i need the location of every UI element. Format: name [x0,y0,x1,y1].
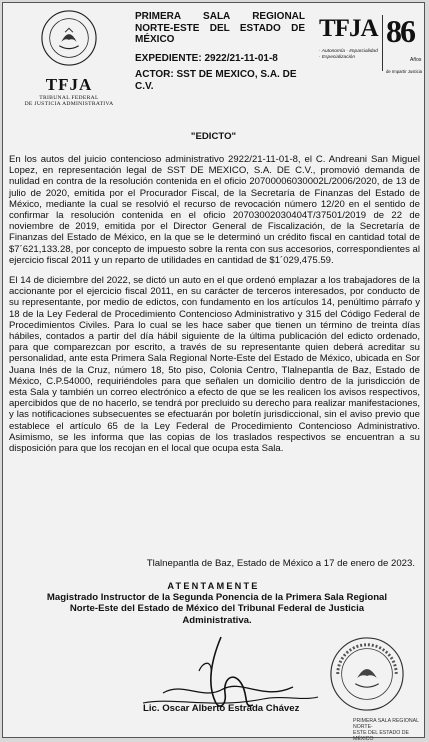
court-name-line-2: NORTE-ESTE DEL ESTADO DE [135,22,305,34]
brand-divider [382,15,383,71]
court-name-line-3: MÉXICO [135,34,175,45]
anniversary-subtitle: de Impartir Justicia [386,69,423,74]
tfja-subtitle-2: DE JUSTICIA ADMINISTRATIVA [24,101,114,108]
brand-tagline-2: · Especialización [319,54,355,60]
case-header [135,11,305,92]
brand-taglines [319,49,381,60]
paragraph-1: En los autos del juicio contencioso administrativo 2922/21-11-01-8, el C. Andreani San Miguel Lopez, en representación legal de SST DE MEXICO, S.A. DE C.V., promovió demanda de nulidad en contra de la resolución contenida en el oficio 20700006030002L/2006/2020, de 13 de julio de 2020, emitida por el Procurador Fiscal, de la Secretaría de Finanzas del Estado de México, mediante la cual se resolvió el recurso de revocación número 12/20 en el sentido de confirmar la resolución contenida en el oficio 20703002030404T/37501/2019 de 22 de noviembre de 2019, emitida por el Director General de Fiscalización, de la Secretaría de Finanzas del Estado de México, en la que se le determinó un crédito fiscal en cantidad total de $7´621,133.28, por concepto de impuesto sobre la renta con sus accesorios, correspondientes al ejercicio fiscal 2011 y un reparto de utilidades en cantidad de $1´029,475.59. [9,154,420,266]
anniversary-years-label: Años [410,57,422,63]
edict-body [9,154,420,463]
court-name-line-1: PRIMERA SALA REGIONAL [135,11,305,22]
magistrate-title: Magistrado Instructor de la Segunda Ponencia de la Primera Sala Regional Norte-Este del Estado de México del Tribunal Federal de Justicia Administrativa. [46,592,388,626]
tfja-seal-block [13,9,125,107]
tfja-86-anniversary-logo [319,13,423,83]
court-name [135,11,305,46]
official-stamp-icon [328,635,406,713]
coat-of-arms-icon [40,9,98,67]
document-title: "EDICTO" [190,131,237,142]
edict-page [2,2,425,742]
atentamente-label: ATENTAMENTE [167,581,260,591]
place-and-date: Tlalnepantla de Baz, Estado de México a 17 de enero de 2023. [146,558,415,569]
anniversary-number: 86 [386,13,414,49]
brand-tagline-1: · Autonomía · Imparcialidad [319,49,378,54]
actor-name: ACTOR: SST DE MEXICO, S.A. DE C.V. [135,69,297,92]
signer-name: Lic. Oscar Alberto Estrada Chávez [143,703,300,714]
paragraph-2: El 14 de diciembre del 2022, se dictó un auto en el que ordenó emplazar a los trabajadores de la accionante por el ejercicio fiscal 2011, en su carácter de terceros interesados, por conducto de su representante, por medio de edictos, con fundamento en los artículos 14, penúltimo párrafo y 18 de la Ley Federal de Procedimiento Contencioso Administrativo y 315 del Código Federal de Procedimientos Civiles. Para lo cual se les hace saber que tienen un término de treinta días hábiles, contados a partir del día hábil siguiente de la última publicación del edicto ordenado, para que comparezcan por escrito, a través de su representante quien deberá acreditar su personalidad, ante esta Primera Sala Regional Norte-Este del Estado de México, ubicada en Sor Juana Inés de la Cruz, número 18, 5to piso, Colonia Centro, Tlalnepantla de Baz, Estado de México, C.P.54000, requiriéndoles para que señalen un domicilio dentro de la jurisdicción de esta Sala y también un correo electrónico a efecto de que se les realicen los avisos respectivos, apercibidos que de no hacerlo, se tendrá por precluido su derecho para realizar manifestaciones, y las notificaciones subsecuentes se efectuarán por boletín jurisdiccional, sin el aviso previo que establece el artículo 65 de la Ley Federal de Procedimiento Contencioso Administrativo. Asimismo, se les informa que las copias de los traslados respectivos se encuentran a su disposición para que los recojan en el local que ocupa esta Sala. [9,275,420,455]
stamp-caption-line-2: ESTE DEL ESTADO DE MÉXICO [353,730,409,742]
expediente-number: EXPEDIENTE: 2922/21-11-01-8 [135,52,278,64]
stamp-caption-line-1: PRIMERA SALA REGIONAL NORTE- [353,718,419,730]
tfja-subtitle-1: TRIBUNAL FEDERAL [39,95,99,101]
stamp-caption [353,718,425,742]
brand-logo-text: TFJA [319,15,378,42]
tfja-logo-text: TFJA [45,75,93,94]
